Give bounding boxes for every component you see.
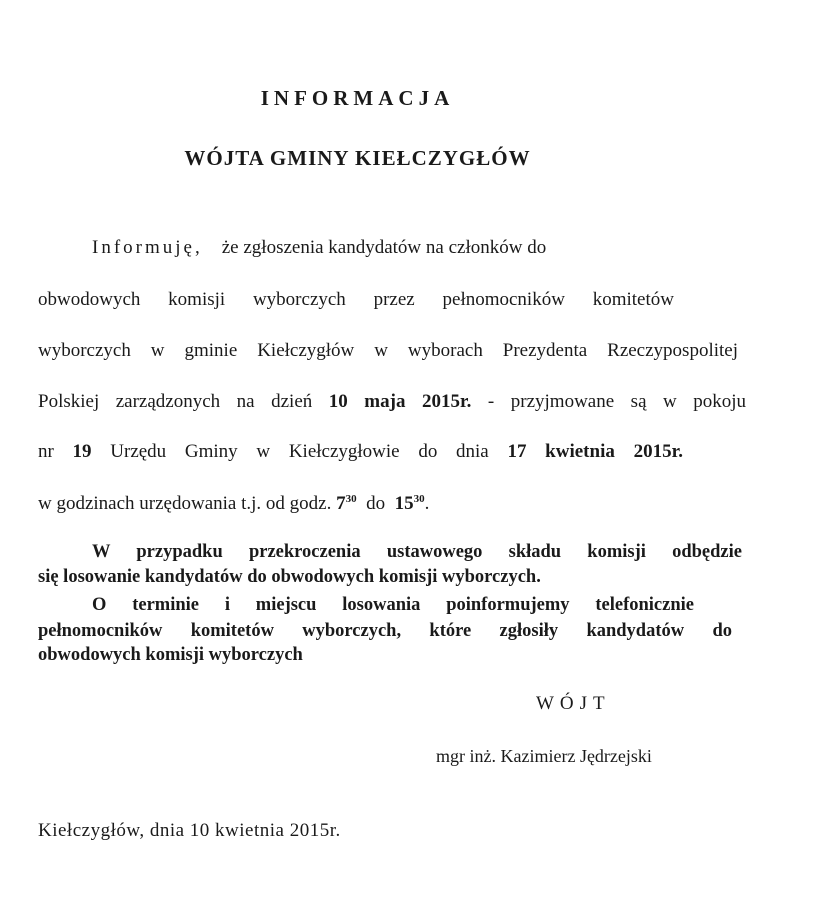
signature-title: WÓJT	[536, 693, 611, 714]
document-subtitle: WÓJTA GMINY KIEŁCZYGŁÓW	[184, 146, 531, 170]
lead-word: Informuję,	[92, 237, 203, 258]
time-from: $7^{30}$	[336, 493, 357, 514]
place-and-date: Kiełczygłów, dnia 10 kwietnia 2015r.	[38, 820, 341, 841]
line-4-text-b: - przyjmowane są w pokoju	[487, 391, 747, 412]
line-1-text: że zgłoszenia kandydatów na członków do	[221, 237, 547, 258]
paragraph-line-3: wyborczych w gminie Kiełczygłów w wyborach Prezydenta Rzeczypospolitej	[38, 340, 738, 361]
paragraph-line-4	[38, 390, 746, 414]
line-4-text-a: Polskiej zarządzonych na dzień	[38, 391, 313, 412]
paragraph-line-5	[38, 440, 683, 464]
signature-name: mgr inż. Kazimierz Jędrzejski	[436, 746, 652, 766]
notice-line-4: pełnomocników komitetów wyborczych, które zgłosiły kandydatów do	[38, 621, 732, 641]
deadline-date: 17 kwietnia 2015r.	[507, 441, 684, 462]
paragraph-line-6: w godzinach urzędowania t.j. od godz. $7^{30}$ do $15^{30}$.	[38, 493, 430, 514]
paragraph-line-2: obwodowych komisji wyborczych przez pełnomocników komitetów	[38, 289, 674, 310]
line-6-do: do	[366, 493, 386, 514]
notice-line-3: O terminie i miejscu losowania poinformujemy telefonicznie	[92, 595, 694, 615]
paragraph-line-1	[92, 236, 662, 260]
line-6-text: w godzinach urzędowania t.j. od godz.	[38, 493, 332, 514]
line-5-text-a: nr	[38, 441, 54, 462]
document-title: INFORMACJA	[260, 86, 455, 110]
notice-line-1: W przypadku przekroczenia ustawowego składu komisji odbędzie	[92, 542, 742, 562]
time-to: $15^{30}$	[394, 493, 425, 514]
election-date: 10 maja 2015r.	[328, 391, 472, 412]
notice-line-5: obwodowych komisji wyborczych	[38, 645, 303, 665]
notice-line-2: się losowanie kandydatów do obwodowych komisji wyborczych.	[38, 567, 541, 587]
room-number: 19	[72, 441, 92, 462]
line-5-text-b: Urzędu Gminy w Kiełczygłowie do dnia	[110, 441, 489, 462]
